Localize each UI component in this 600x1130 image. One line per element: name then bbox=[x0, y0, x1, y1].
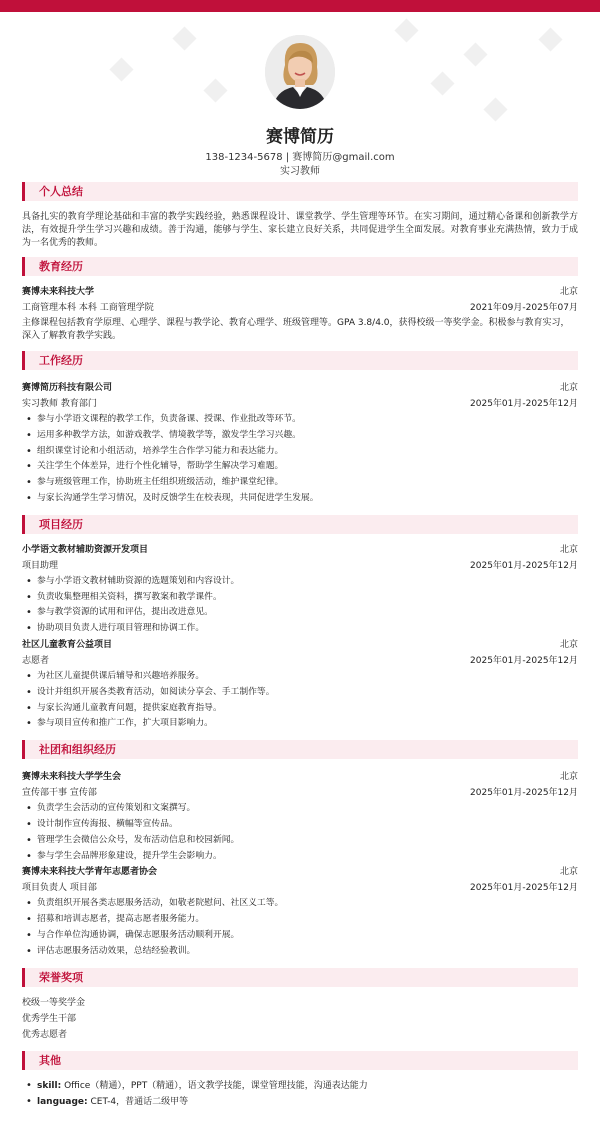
other-item-key: skill: bbox=[37, 1080, 62, 1091]
decorative-diamond bbox=[172, 26, 196, 50]
bullet-item: • 管理学生会微信公众号，发布活动信息和校园新闻。 bbox=[26, 833, 578, 849]
bullet-item: • 负责学生会活动的宣传策划和文案撰写。 bbox=[26, 801, 578, 817]
bullet-item: • 评估志愿服务活动效果，总结经验教训。 bbox=[26, 944, 578, 960]
section-title: 工作经历 bbox=[22, 351, 578, 370]
education-section bbox=[22, 257, 578, 345]
entry-role: 实习教师 教育部门 bbox=[22, 399, 97, 409]
section-title: 项目经历 bbox=[22, 515, 578, 534]
entry-org: 社区儿童教育公益项目 bbox=[22, 639, 113, 650]
project-entry bbox=[22, 534, 578, 637]
bullet-item: • 设计制作宣传海报、横幅等宣传品。 bbox=[26, 817, 578, 833]
entry-date: 2025年01月-2025年12月 bbox=[470, 399, 578, 409]
entry-role: 工商管理本科 本科 工商管理学院 bbox=[22, 303, 154, 313]
section-title: 荣誉奖项 bbox=[22, 968, 578, 987]
entry-role: 志愿者 bbox=[22, 655, 50, 666]
bullet-item: • 参与小学语文教材辅助资源的选题策划和内容设计。 bbox=[26, 574, 578, 590]
bullet-item: • 负责组织开展各类志愿服务活动，如敬老院慰问、社区义工等。 bbox=[26, 896, 578, 912]
education-entry bbox=[22, 276, 578, 345]
entry-org: 赛博未来科技大学青年志愿者协会 bbox=[22, 867, 158, 878]
bullet-item: • 设计并组织开展各类教育活动，如阅读分享会、手工制作等。 bbox=[26, 685, 578, 701]
entry-bullets bbox=[22, 896, 578, 959]
summary-text: 具备扎实的教育学理论基础和丰富的教学实践经验，熟悉课程设计、课堂教学、学生管理等环节。在实习期间，通过精心备课和创新教学方法，有效提升学生学习兴趣和成绩。善于沟通，能够与学生、家长建立良好关系，共同促进学生全面发展。对教育事业充满热情，致力于成为一名优秀的教师。 bbox=[22, 212, 578, 248]
bullet-item: • 招募和培训志愿者，提高志愿者服务能力。 bbox=[26, 912, 578, 928]
projects-section bbox=[22, 515, 578, 732]
decorative-diamond bbox=[483, 97, 507, 121]
contact-info: 138-1234-5678 | 赛博简历@gmail.com bbox=[205, 152, 395, 163]
avatar-photo bbox=[265, 35, 335, 109]
job-title: 实习教师 bbox=[280, 166, 320, 177]
decorative-diamond bbox=[203, 78, 227, 102]
honors-list bbox=[22, 987, 578, 1049]
bullet-item: • 参与小学语文课程的教学工作，负责备课、授课、作业批改等环节。 bbox=[26, 412, 578, 428]
entry-date: 2025年01月-2025年12月 bbox=[470, 560, 578, 571]
section-title: 社团和组织经历 bbox=[22, 740, 578, 759]
project-entry bbox=[22, 637, 578, 732]
entry-org: 赛博简历科技有限公司 bbox=[22, 383, 113, 393]
entry-role: 宣传部干事 宣传部 bbox=[22, 788, 97, 799]
decorative-diamond bbox=[430, 71, 454, 95]
decorative-diamond bbox=[394, 18, 418, 42]
entry-location: 北京 bbox=[559, 639, 578, 650]
entry-description: 主修课程包括教育学原理、心理学、课程与教学论、教育心理学、班级管理等。GPA 3.8/4.0，获得校级一等奖学金。积极参与教育实习，深入了解教育教学实践。 bbox=[22, 318, 570, 341]
bullet-item: • 负责收集整理相关资料，撰写教案和教学课件。 bbox=[26, 590, 578, 606]
decorative-diamond bbox=[538, 27, 562, 51]
honors-section bbox=[22, 968, 578, 1049]
clubs-section bbox=[22, 740, 578, 959]
work-section bbox=[22, 351, 578, 507]
resume-name: 赛博简历 bbox=[266, 127, 334, 147]
entry-bullets bbox=[22, 412, 578, 507]
other-list bbox=[22, 1070, 578, 1110]
entry-location: 北京 bbox=[559, 544, 578, 555]
other-item-value: Office（精通），PPT（精通），语文教学技能，课堂管理技能，沟通表达能力 bbox=[61, 1080, 368, 1091]
other-item-skill bbox=[26, 1078, 578, 1094]
bullet-item: • 与合作单位沟通协调，确保志愿服务活动顺利开展。 bbox=[26, 928, 578, 944]
other-item-value: CET-4，普通话二级甲等 bbox=[87, 1096, 189, 1107]
entry-date: 2021年09月-2025年07月 bbox=[470, 303, 578, 313]
bullet-item: • 组织课堂讨论和小组活动，培养学生合作学习能力和表达能力。 bbox=[26, 444, 578, 460]
bullet-item: • 关注学生个体差异，进行个性化辅导，帮助学生解决学习难题。 bbox=[26, 459, 578, 475]
other-section bbox=[22, 1051, 578, 1110]
bullet-item: • 参与学生会品牌形象建设，提升学生会影响力。 bbox=[26, 849, 578, 865]
honor-item: 校级一等奖学金 bbox=[22, 997, 86, 1008]
club-entry bbox=[22, 864, 578, 959]
work-entry bbox=[22, 370, 578, 507]
honor-item: 优秀志愿者 bbox=[22, 1029, 68, 1040]
entry-bullets bbox=[22, 801, 578, 864]
decorative-diamond bbox=[109, 57, 133, 81]
bullet-item: • 为社区儿童提供课后辅导和兴趣培养服务。 bbox=[26, 669, 578, 685]
bullet-item: • 与家长沟通儿童教育问题，提供家庭教育指导。 bbox=[26, 701, 578, 717]
section-title: 其他 bbox=[22, 1051, 578, 1070]
entry-location: 北京 bbox=[559, 287, 578, 297]
entry-location: 北京 bbox=[559, 867, 578, 878]
entry-location: 北京 bbox=[559, 383, 578, 393]
bullet-item: • 参与班级管理工作，协助班主任组织班级活动，维护课堂纪律。 bbox=[26, 475, 578, 491]
summary-section bbox=[22, 182, 578, 255]
resume-content bbox=[22, 182, 578, 1110]
bullet-item: • 参与教学资源的试用和评估，提出改进意见。 bbox=[26, 605, 578, 621]
bullet-item: • 与家长沟通学生学习情况，及时反馈学生在校表现，共同促进学生发展。 bbox=[26, 491, 578, 507]
section-title: 个人总结 bbox=[22, 182, 578, 201]
entry-date: 2025年01月-2025年12月 bbox=[470, 655, 578, 666]
entry-role: 项目负责人 项目部 bbox=[22, 883, 97, 894]
entry-location: 北京 bbox=[559, 772, 578, 783]
entry-bullets bbox=[22, 669, 578, 732]
decorative-diamond bbox=[463, 42, 487, 66]
avatar bbox=[265, 35, 335, 109]
other-item-key: language: bbox=[37, 1096, 88, 1107]
entry-bullets bbox=[22, 574, 578, 637]
bullet-item: • 运用多种教学方法，如游戏教学、情境教学等，激发学生学习兴趣。 bbox=[26, 428, 578, 444]
other-item-language bbox=[26, 1094, 578, 1110]
entry-org: 赛博未来科技大学 bbox=[22, 287, 95, 297]
top-accent-bar bbox=[0, 0, 600, 12]
entry-date: 2025年01月-2025年12月 bbox=[470, 883, 578, 894]
entry-role: 项目助理 bbox=[22, 560, 59, 571]
entry-org: 小学语文教材辅助资源开发项目 bbox=[22, 544, 149, 555]
section-title: 教育经历 bbox=[22, 257, 578, 276]
entry-org: 赛博未来科技大学学生会 bbox=[22, 772, 122, 783]
club-entry bbox=[22, 759, 578, 864]
entry-date: 2025年01月-2025年12月 bbox=[470, 788, 578, 799]
honor-item: 优秀学生干部 bbox=[22, 1013, 77, 1024]
bullet-item: • 协助项目负责人进行项目管理和协调工作。 bbox=[26, 621, 578, 637]
bullet-item: • 参与项目宣传和推广工作，扩大项目影响力。 bbox=[26, 716, 578, 732]
